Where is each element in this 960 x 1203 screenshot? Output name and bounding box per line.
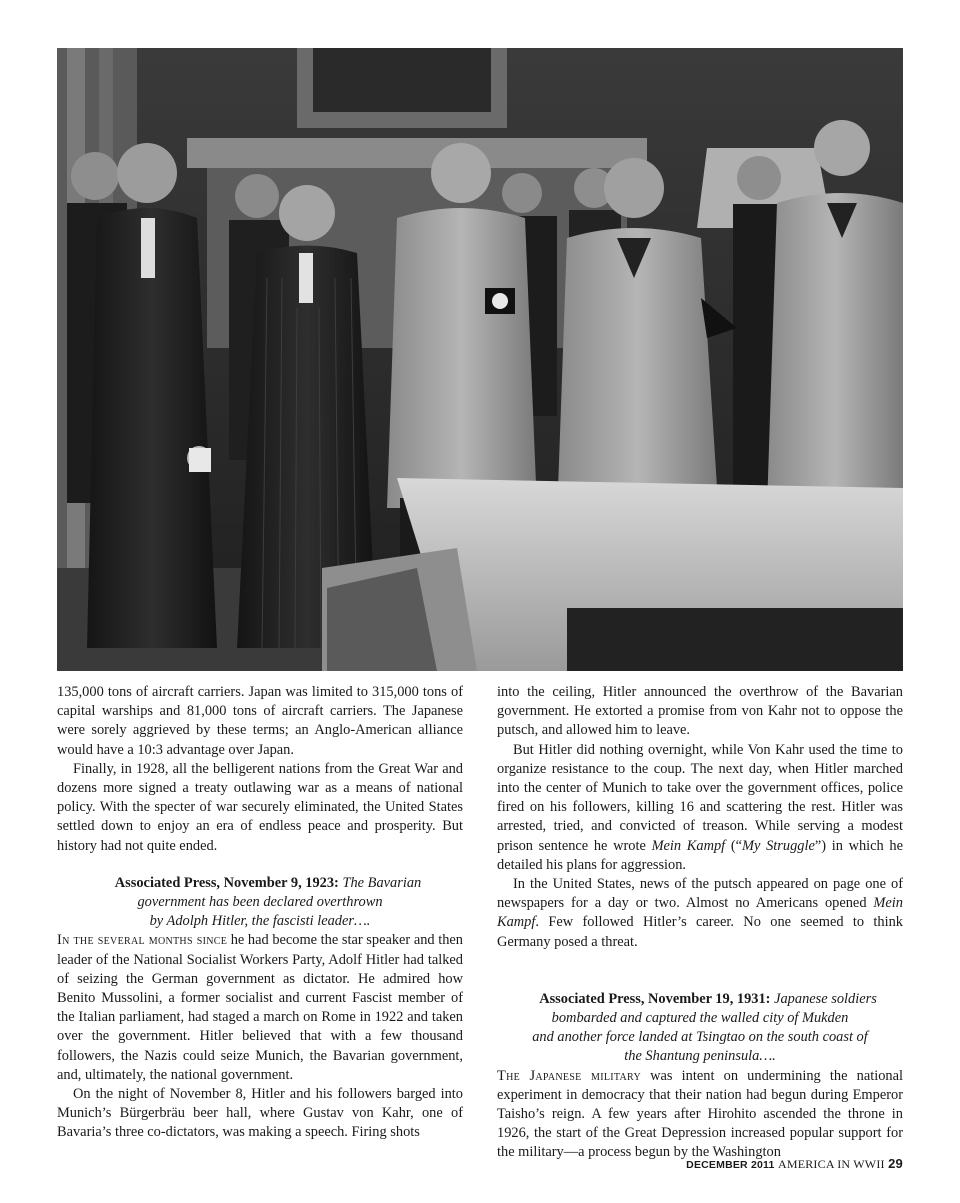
dispatch-source: Associated Press, November 9, 1923:	[114, 874, 339, 891]
dispatch-source: Associated Press, November 19, 1931:	[539, 990, 771, 1007]
dispatch-quote: government has been declared overthrown	[137, 894, 383, 911]
book-title: Mein Kampf	[497, 895, 903, 931]
paragraph: On the night of November 8, Hitler and his followers barged into Munich’s Bürgerbräu beer hall, where Gustav von Kahr, one of Bavaria’s three co-dictators, was making a speech. Firing shots	[57, 1086, 463, 1141]
dispatch-quote: The Bavarian	[342, 874, 422, 891]
page-footer	[686, 1156, 903, 1172]
dispatch-quote: by Adolph Hitler, the fascisti leader….	[149, 913, 371, 930]
dispatch-heading	[57, 874, 463, 932]
lead-in: In the several months since	[57, 932, 228, 949]
historical-group-photo	[57, 48, 903, 671]
book-title: Mein Kampf	[651, 837, 726, 854]
paragraph: 135,000 tons of aircraft carriers. Japan was limited to 315,000 tons of capital warships and 81,000 tons of aircraft carriers. The Japanese were sorely aggrieved by these terms; an Anglo-American alliance would have a 10:3 advantage over Japan.	[57, 684, 463, 758]
paragraph: In the United States, news of the putsch appeared on page one of newspapers for a day or two. Almost no Americans opened Mein Kampf. Few followed Hitler’s career. No one seemed to think Germany posed a threat.	[497, 876, 903, 950]
dispatch-quote: bombarded and captured the walled city of Mukden	[551, 1010, 849, 1027]
paragraph: Finally, in 1928, all the belligerent nations from the Great War and dozens more signed a treaty outlawing war as a means of national policy. With the specter of war securely eliminated, the United States settled down to enjoy an era of endless peace and prosperity. But history had not quite ended.	[57, 760, 463, 854]
paragraph: But Hitler did nothing overnight, while Von Kahr used the time to organize resistance to the coup. The next day, when Hitler marched into the center of Munich to take over the government offices, police fired on his followers, killing 16 and scattering the rest. Hitler was arrested, tried, and convicted of treason. While serving a modest prison sentence he wrote Mein Kampf (“My Struggle”) in which he detailed his plans for aggression.	[497, 741, 903, 873]
dispatch-quote: and another force landed at Tsingtao on the south coast of	[532, 1029, 868, 1046]
left-text-column	[57, 683, 463, 1143]
page-number: 29	[888, 1156, 903, 1171]
magazine-name: AMERICA IN WWII	[777, 1157, 885, 1171]
issue-date: DECEMBER 2011	[686, 1159, 775, 1171]
photo-illustration	[57, 48, 903, 671]
paragraph: In the several months since he had become the star speaker and then leader of the National Socialist Workers Party, Adolf Hitler had talked of seizing the German government as dictator. He admired how Benito Mussolini, a former socialist and current Fascist member of the Italian parliament, had staged a march on Rome in 1922 and taken over the government. Hitler believed that with a few thousand followers, the Nazis could seize Munich, the Bavarian government, and, ultimately, the national government.	[57, 932, 463, 1083]
right-text-column	[497, 683, 903, 1163]
paragraph: into the ceiling, Hitler announced the overthrow of the Bavarian government. He extorted a promise from von Kahr not to oppose the putsch, and allowed him to leave.	[497, 684, 903, 739]
dispatch-quote: the Shantung peninsula….	[624, 1048, 776, 1065]
paragraph: The Japanese military was intent on undermining the national experiment in democracy that their nation had begun during Emperor Taisho’s reign. A few years after Hirohito ascended the throne in 1926, the start of the Great Depression increased popular support for the military—a process begun by the Washington	[497, 1067, 903, 1161]
dispatch-heading	[497, 990, 903, 1067]
book-translation: My Struggle	[742, 837, 815, 854]
lead-in: The Japanese military	[497, 1067, 641, 1084]
dispatch-quote: Japanese soldiers	[774, 990, 877, 1007]
